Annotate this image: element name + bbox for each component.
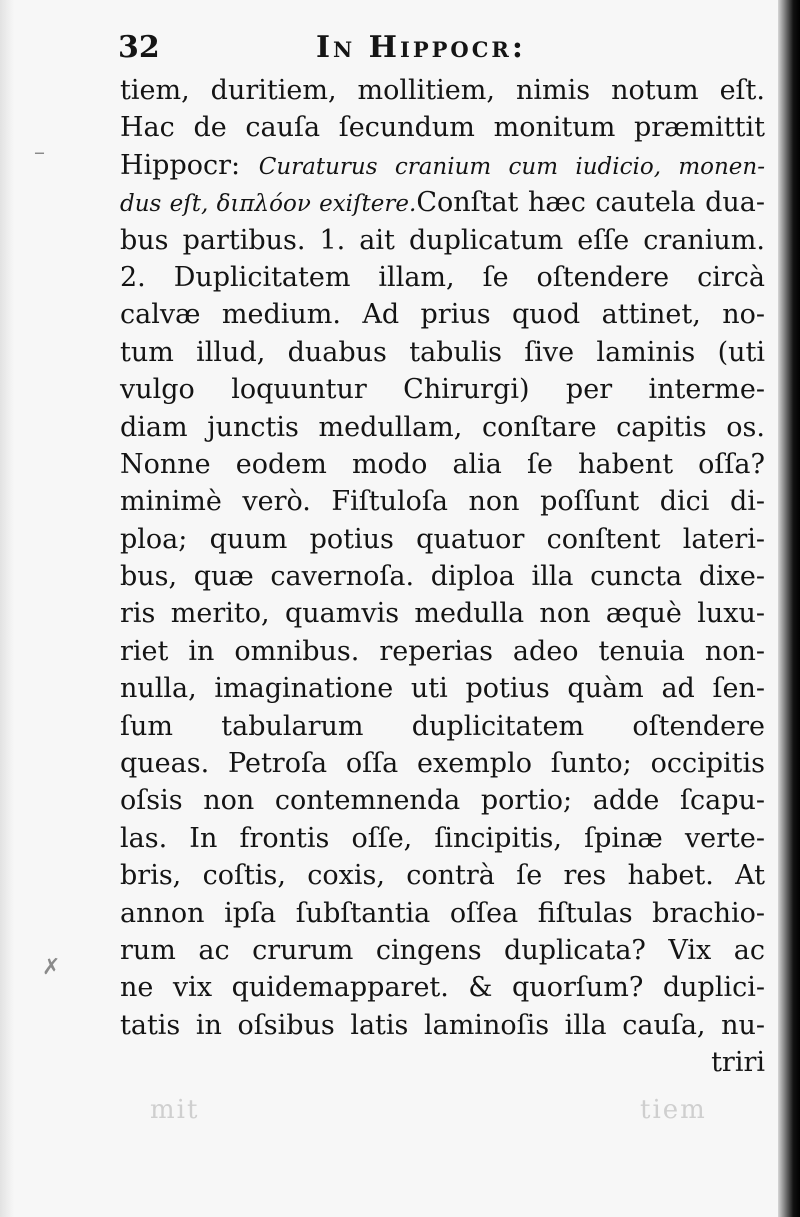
page-edge-shadow bbox=[778, 0, 800, 1217]
text-line: las. In frontis oſſe, ſincipitis, ſpinæ verte- bbox=[120, 822, 765, 854]
text-line: ne vix quidemapparet. & quorſum? duplici- bbox=[120, 972, 765, 1004]
text-line: bus partibus. 1. ait duplicatum eſſe cranium. bbox=[120, 224, 765, 256]
text-line: queas. Petroſa oſſa exemplo ſunto; occipitis bbox=[120, 748, 765, 780]
text-line: calvæ medium. Ad prius quod attinet, no- bbox=[120, 299, 765, 331]
text-line: riet in omnibus. reperias adeo tenuia non- bbox=[120, 635, 765, 667]
margin-mark: ✗ bbox=[42, 955, 61, 980]
page-number: 32 bbox=[118, 30, 160, 65]
text-line: bus, quæ cavernoſa. diploa illa cuncta dixe- bbox=[120, 561, 765, 593]
text-line: nulla, imaginatione uti potius quàm ad ſen- bbox=[120, 673, 765, 705]
show-through-text: mit bbox=[150, 1095, 200, 1125]
show-through-text: tiem bbox=[640, 1095, 707, 1125]
text-line: tatis in oſsibus latis laminoſis illa cauſa, nu- bbox=[120, 1009, 765, 1041]
text-line: ploa; quum potius quatuor conſtent lateri- bbox=[120, 523, 765, 555]
text-segment: Conſtat hæc cautela dua- bbox=[416, 187, 765, 219]
italic-quote: dus eſt, bbox=[120, 191, 217, 218]
text-line: ſum tabularum duplicitatem oſtendere bbox=[120, 710, 765, 742]
text-line: tiem, duritiem, mollitiem, nimis notum eſt. bbox=[120, 75, 765, 106]
greek-word: διπλόον bbox=[216, 191, 311, 218]
text-segment: Hippocr: bbox=[120, 149, 259, 181]
running-head: In Hippocr: bbox=[316, 30, 526, 65]
catchword: triri bbox=[711, 1047, 765, 1079]
text-line: minimè verò. Fiſtuloſa non poſſunt dici di- bbox=[120, 486, 765, 518]
text-line: ris merito, quamvis medulla non æquè luxu- bbox=[120, 598, 765, 630]
text-line: tum illud, duabus tabulis ſive laminis (uti bbox=[120, 336, 765, 368]
text-line bbox=[120, 184, 765, 221]
text-line: Hac de cauſa ſecundum monitum præmittit bbox=[120, 112, 765, 144]
page-header bbox=[0, 22, 780, 72]
text-line: bris, coſtis, coxis, contrà ſe res habet. At bbox=[120, 860, 765, 892]
margin-mark: – bbox=[34, 140, 45, 165]
italic-quote: Curaturus cranium cum iudicio, monen- bbox=[258, 153, 765, 180]
text-line: 2. Duplicitatem illam, ſe oſtendere circà bbox=[120, 261, 765, 293]
text-line: rum ac crurum cingens duplicata? Vix ac bbox=[120, 934, 765, 966]
text-line: vulgo loquuntur Chirurgi) per interme- bbox=[120, 374, 765, 406]
text-line: Nonne eodem modo alia ſe habent oſſa? bbox=[120, 448, 765, 480]
text-line: diam junctis medullam, conſtare capitis os. bbox=[120, 411, 765, 443]
italic-quote: exiſtere. bbox=[310, 191, 417, 218]
text-line bbox=[120, 147, 765, 184]
text-line: oſsis non contemnenda portio; adde ſcapu- bbox=[120, 785, 765, 817]
body-text bbox=[120, 72, 765, 1082]
text-line: annon ipſa ſubſtantia oſſea fiſtulas brachio- bbox=[120, 897, 765, 929]
